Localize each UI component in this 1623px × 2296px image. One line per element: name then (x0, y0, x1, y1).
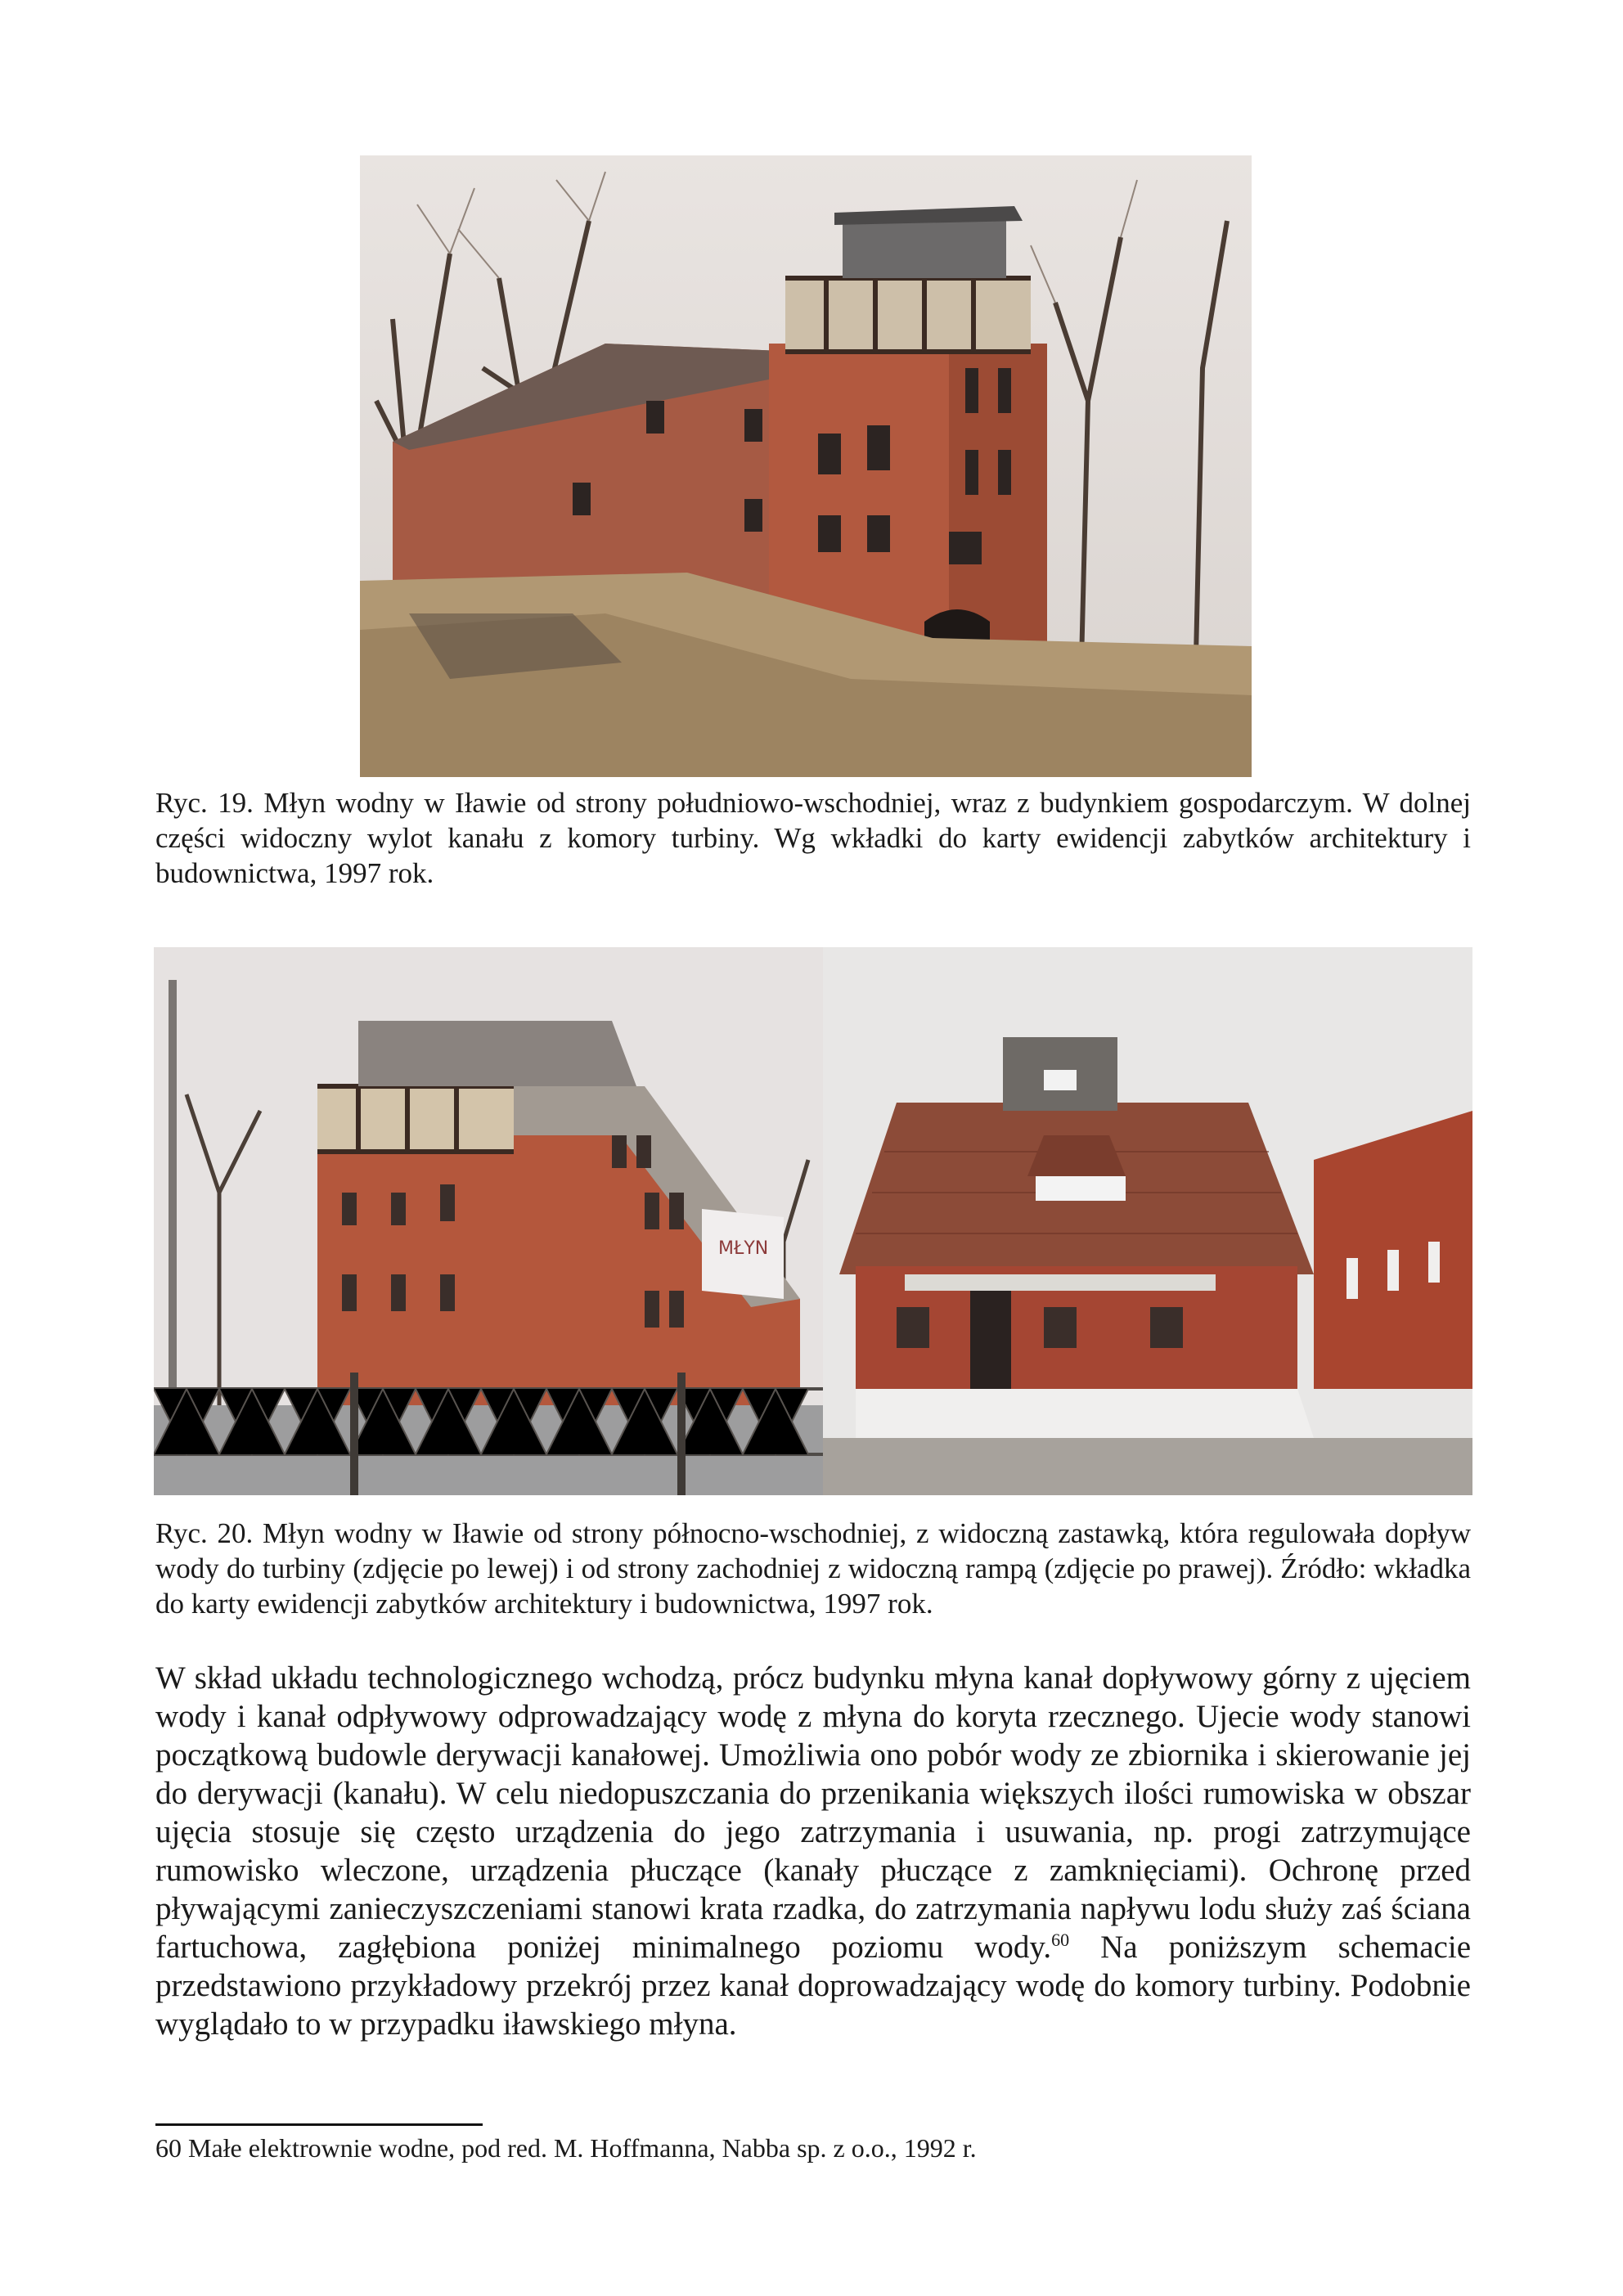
figure-20-left-photo (154, 947, 823, 1495)
footnote-separator (155, 2123, 483, 2126)
figure-19-photo (360, 155, 1252, 777)
figure-19-caption: Ryc. 19. Młyn wodny w Iławie od strony południowo-wschodniej, wraz z budynkiem gospodarczym. W dolnej części widoczny wylot kanału z komory turbiny. Wg wkładki do karty ewidencji zabytków architektury i budownictwa, 1997 rok. (155, 787, 1471, 889)
mlyn-sign-text: MŁYN (718, 1238, 769, 1259)
footnote-reference[interactable]: 60 (1051, 1930, 1070, 1950)
figure-20-right-photo (823, 947, 1472, 1495)
body-paragraph-continued: Na poniższym schemacie przedstawiono przykładowy przekrój przez kanał doprowadzający wodę do komory turbiny. Podobnie wyglądało to w przypadku iławskiego młyna. (155, 1930, 1471, 2042)
footnote-60: 60 Małe elektrownie wodne, pod red. M. Hoffmanna, Nabba sp. z o.o., 1992 r. (155, 2133, 977, 2163)
figure-20-caption: Ryc. 20. Młyn wodny w Iławie od strony północno-wschodniej, z widoczną zastawką, która regulowała dopływ wody do turbiny (zdjęcie po lewej) i od strony zachodniej z widoczną rampą (zdjęcie po prawej). Źródło: wkładka do karty ewidencji zabytków architektury i budownictwa, 1997 rok. (155, 1517, 1471, 1620)
body-paragraph (155, 1659, 1471, 2043)
body-paragraph-main: W skład układu technologicznego wchodzą, prócz budynku młyna kanał dopływowy górny z ujęciem wody i kanał odpływowy odprowadzający wodę z młyna do koryta rzecznego. Ujecie wody stanowi początkową budowle derywacji kanałowej. Umożliwia ono pobór wody ze zbiornika i skierowanie jej do derywacji (kanału). W celu niedopuszczania do przenikania większych ilości rumowiska w obszar ujęcia stosuje się często urządzenia do jego zatrzymania i usuwania, np. progi zatrzymujące rumowisko wleczone, urządzenia płuczące (kanały płuczące z zamknięciami). Ochronę przed pływającymi zanieczyszczeniami stanowi krata rzadka, do zatrzymania napływu lodu służy zaś ściana fartuchowa, zagłębiona poniżej minimalnego poziomu wody. (155, 1660, 1471, 1965)
